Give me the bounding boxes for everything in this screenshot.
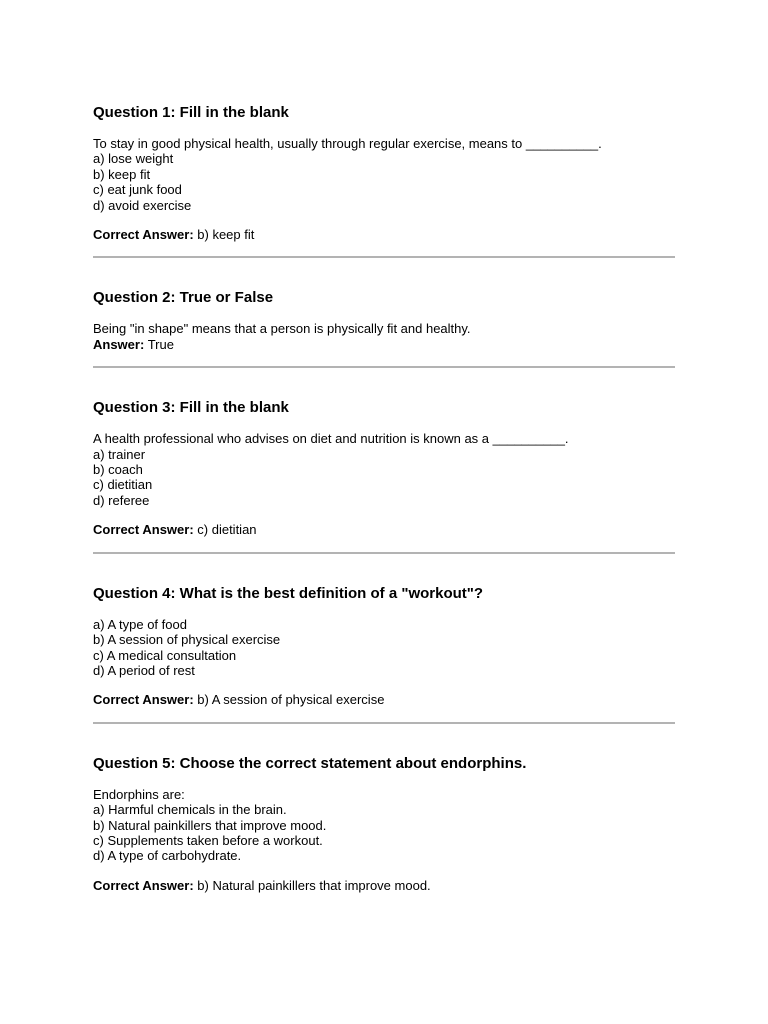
question-1-option-a: a) lose weight <box>93 151 174 167</box>
question-3-prompt: A health professional who advises on diet and nutrition is known as a __________. <box>93 431 569 447</box>
question-5-title: Question 5: Choose the correct statement about endorphins. <box>93 754 527 772</box>
question-5-answer <box>93 878 675 893</box>
question-1-option-d: d) avoid exercise <box>93 197 192 213</box>
question-1-answer-value: b) keep fit <box>197 227 255 243</box>
question-1-option-b: b) keep fit <box>93 166 151 182</box>
question-2-prompt: Being "in shape" means that a person is physically fit and healthy. <box>93 321 471 337</box>
question-3-option-d: d) referee <box>93 492 150 508</box>
question-1-prompt: To stay in good physical health, usually through regular exercise, means to __________. <box>93 136 602 151</box>
question-3-option-b: b) coach <box>93 462 143 478</box>
question-4-answer <box>93 692 675 707</box>
question-2-title: Question 2: True or False <box>93 289 274 307</box>
question-2-answer-label: Answer: <box>93 336 145 352</box>
divider <box>93 256 675 258</box>
question-1-title: Question 1: Fill in the blank <box>93 104 289 121</box>
question-5-prompt: Endorphins are: <box>93 786 185 802</box>
question-3-option-c: c) dietitian <box>93 477 153 493</box>
question-5-answer-value: b) Natural painkillers that improve mood. <box>197 877 431 893</box>
question-1-answer <box>93 227 675 242</box>
question-2-answer-value: True <box>147 336 174 352</box>
question-4 <box>93 585 675 708</box>
question-4-answer-value: b) A session of physical exercise <box>197 692 385 708</box>
question-3-answer-label: Correct Answer: <box>93 522 194 538</box>
question-5-option-d: d) A type of carbohydrate. <box>93 848 242 864</box>
divider <box>93 722 675 724</box>
question-2-answer <box>93 337 675 352</box>
question-4-option-a: a) A type of food <box>93 616 187 632</box>
question-4-option-c: c) A medical consultation <box>93 647 237 663</box>
question-3-option-a: a) trainer <box>93 446 146 462</box>
question-4-answer-label: Correct Answer: <box>93 692 194 708</box>
question-5-option-a: a) Harmful chemicals in the brain. <box>93 802 287 818</box>
question-1 <box>93 104 675 242</box>
question-5-answer-label: Correct Answer: <box>93 877 194 893</box>
divider <box>93 552 675 554</box>
divider <box>93 366 675 368</box>
question-3-answer <box>93 522 675 537</box>
question-3-title: Question 3: Fill in the blank <box>93 399 289 417</box>
question-3-answer-value: c) dietitian <box>197 522 257 538</box>
question-4-option-b: b) A session of physical exercise <box>93 632 281 648</box>
question-5-option-b: b) Natural painkillers that improve mood. <box>93 817 327 833</box>
question-4-option-d: d) A period of rest <box>93 662 195 678</box>
question-5-option-c: c) Supplements taken before a workout. <box>93 832 323 848</box>
question-4-title: Question 4: What is the best definition of a "workout"? <box>93 584 484 602</box>
question-1-option-c: c) eat junk food <box>93 182 182 198</box>
question-3 <box>93 399 675 537</box>
question-5 <box>93 755 675 893</box>
question-2 <box>93 289 675 352</box>
question-1-answer-label: Correct Answer: <box>93 227 194 243</box>
